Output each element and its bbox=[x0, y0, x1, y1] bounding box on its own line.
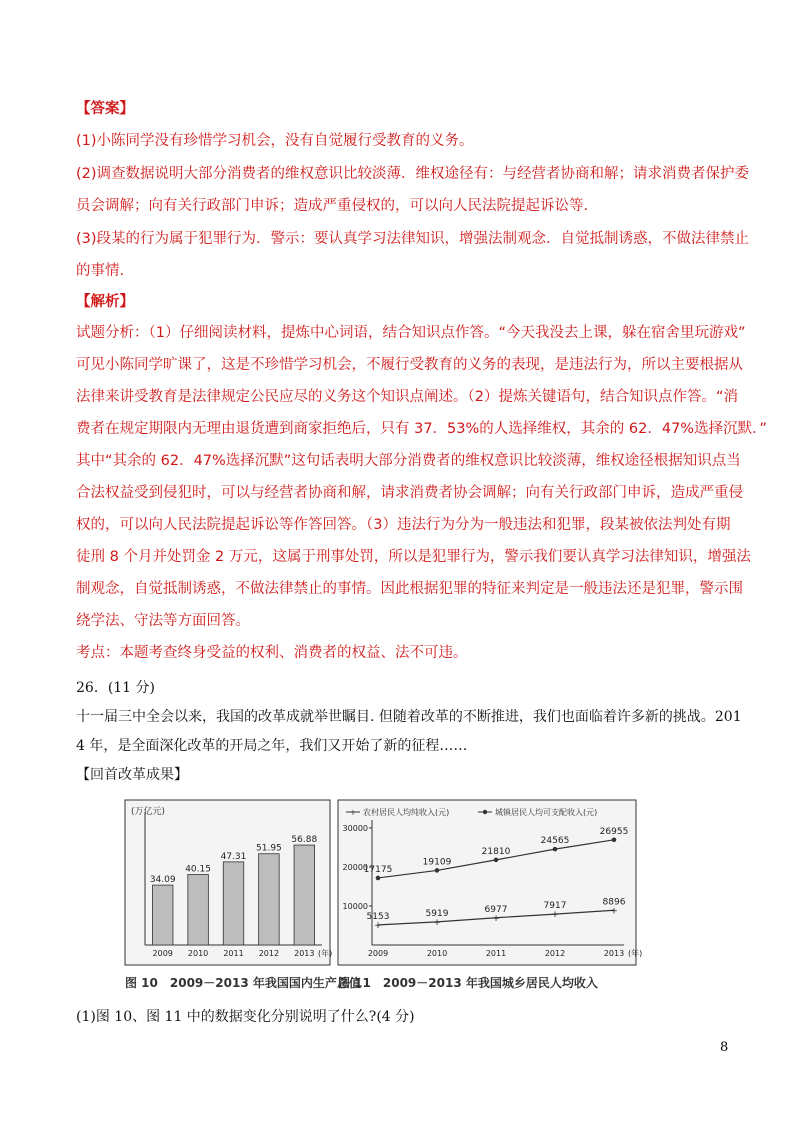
bar bbox=[294, 845, 315, 945]
kaodian-line: 考点：本题考查终身受益的权利、消费者的权益、法不可违。 bbox=[76, 645, 468, 661]
analysis-line: 费者在规定期限内无理由退货遭到商家拒绝后，只有 37．53%的人选择维权，其余的 62．47%选择沉默．” bbox=[76, 421, 767, 437]
analysis-line: 试题分析：（1）仔细阅读材料，提炼中心词语，结合知识点作答。“今天我没去上课，躲在宿舍里玩游戏” bbox=[76, 325, 746, 341]
line-x-tick-label: 2013 bbox=[603, 949, 625, 958]
bar-x-tick-label: 2011 bbox=[223, 949, 244, 958]
question-intro: 十一届三中全会以来，我国的改革成就举世瞩目. 但随着改革的不断推进，我们也面临着许多新的挑战。201 bbox=[76, 709, 742, 725]
bar bbox=[188, 874, 209, 945]
figure-10-caption: 图 10 2009－2013 年我国国内生产总值 bbox=[125, 976, 361, 990]
urban-income-label: 24565 bbox=[540, 836, 570, 847]
bar bbox=[223, 862, 244, 945]
line-x-tick-label: 2010 bbox=[426, 949, 448, 958]
line-x-tick-label: 2011 bbox=[485, 949, 507, 958]
answer-line: 的事情. bbox=[76, 263, 125, 279]
bar-x-tick-label: 2009 bbox=[152, 949, 173, 958]
rural-income-point: + bbox=[610, 906, 618, 917]
legend-urban-label: 城镇居民人均可支配收入(元) bbox=[495, 808, 598, 817]
urban-income-label: 21810 bbox=[481, 846, 511, 857]
bar-x-tick-label: 2012 bbox=[258, 949, 280, 958]
figure-11-caption: 图 11 2009－2013 年我国城乡居民人均收入 bbox=[338, 976, 598, 990]
answer-heading: 【答案】 bbox=[76, 101, 134, 117]
bar-x-unit: (年) bbox=[318, 949, 333, 958]
sub-question: (1)图 10、图 11 中的数据变化分别说明了什么?(4 分) bbox=[76, 1009, 415, 1025]
line-chart-frame bbox=[338, 800, 636, 965]
urban-income-label: 19109 bbox=[422, 857, 452, 868]
bar-x-tick-label: 2010 bbox=[187, 949, 209, 958]
bar-value-label: 34.09 bbox=[149, 875, 176, 886]
analysis-line: 合法权益受到侵犯时，可以与经营者协商和解，请求消费者协会调解；向有关行政部门申诉，造成严重侵 bbox=[76, 485, 743, 501]
urban-income-point bbox=[435, 868, 440, 873]
bar bbox=[152, 885, 173, 945]
analysis-line: 绕学法、守法等方面回答。 bbox=[76, 613, 250, 629]
rural-income-point: + bbox=[433, 917, 441, 928]
rural-income-point: + bbox=[374, 920, 382, 931]
answer-line: (2)调查数据说明大部分消费者的维权意识比较淡薄．维权途径有：与经营者协商和解；请求消费者保护委 bbox=[76, 166, 750, 182]
answer-line: (1)小陈同学没有珍惜学习机会，没有自觉履行受教育的义务。 bbox=[76, 133, 474, 149]
analysis-line: 其中“其余的 62．47%选择沉默”这句话表明大部分消费者的维权意识比较淡薄，维权途径根据知识点当 bbox=[76, 453, 741, 469]
analysis-line: 可见小陈同学旷课了，这是不珍惜学习机会，不履行受教育的义务的表现，是违法行为，所以主要根据从 bbox=[76, 357, 743, 373]
urban-income-point bbox=[376, 876, 381, 881]
answer-line: 员会调解；向有关行政部门申诉；造成严重侵权的，可以向人民法院提起诉讼等. bbox=[76, 198, 589, 214]
analysis-line: 权的，可以向人民法院提起诉讼等作答回答。（3）违法行为分为一般违法和犯罪，段某被依法判处有期 bbox=[76, 517, 731, 533]
bar bbox=[259, 854, 280, 945]
rural-income-label: 5919 bbox=[425, 908, 449, 919]
legend-urban-marker bbox=[483, 810, 487, 814]
line-x-unit: (年) bbox=[628, 949, 643, 958]
line-x-tick-label: 2012 bbox=[544, 949, 566, 958]
line-y-tick-label: 20000 bbox=[342, 862, 368, 872]
line-y-tick-label: 30000 bbox=[342, 823, 368, 833]
bar-ylabel: (万亿元) bbox=[131, 807, 166, 817]
rural-income-point: + bbox=[551, 910, 559, 921]
bar-x-tick-label: 2013 bbox=[294, 949, 315, 958]
bar-value-label: 40.15 bbox=[185, 864, 211, 875]
rural-income-point: + bbox=[492, 913, 500, 924]
line-x-tick-label: 2009 bbox=[367, 949, 389, 958]
question-intro: 4 年，是全面深化改革的开局之年，我们又开始了新的征程…… bbox=[76, 738, 468, 754]
rural-income-label: 7917 bbox=[543, 901, 567, 912]
legend-rural-marker: + bbox=[349, 808, 357, 817]
analysis-line: 法律来讲受教育是法律规定公民应尽的义务这个知识点阐述。（2）提炼关键语句，结合知识点作答。“消 bbox=[76, 389, 738, 405]
rural-income-label: 5153 bbox=[366, 911, 390, 922]
analysis-line: 徒刑 8 个月并处罚金 2 万元，这属于刑事处罚，所以是犯罪行为，警示我们要认真学习法律知识，增强法 bbox=[76, 549, 751, 565]
urban-income-label: 26955 bbox=[599, 826, 629, 837]
bar-value-label: 47.31 bbox=[220, 851, 247, 862]
legend-rural-label: 农村居民人均纯收入(元) bbox=[363, 808, 450, 817]
rural-income-label: 6977 bbox=[484, 904, 508, 915]
bar-value-label: 56.88 bbox=[291, 835, 318, 846]
rural-income-label: 8896 bbox=[602, 897, 626, 908]
line-y-tick-label: 10000 bbox=[342, 901, 368, 911]
bar-value-label: 51.95 bbox=[256, 843, 282, 854]
question-number: 26．(11 分) bbox=[76, 680, 156, 696]
analysis-heading: 【解析】 bbox=[76, 294, 134, 310]
urban-income-point bbox=[494, 858, 499, 863]
page-number: 8 bbox=[720, 1040, 729, 1055]
section-heading: 【回首改革成果】 bbox=[76, 767, 188, 783]
urban-income-point bbox=[612, 837, 617, 842]
analysis-line: 制观念，自觉抵制诱惑，不做法律禁止的事情。因此根据犯罪的特征来判定是一般违法还是犯罪，警示围 bbox=[76, 581, 743, 597]
figures bbox=[120, 795, 650, 995]
answer-line: (3)段某的行为属于犯罪行为．警示：要认真学习法律知识，增强法制观念．自觉抵制诱惑，不做法律禁止 bbox=[76, 231, 750, 247]
urban-income-label: 17175 bbox=[363, 864, 393, 875]
urban-income-point bbox=[553, 847, 558, 852]
